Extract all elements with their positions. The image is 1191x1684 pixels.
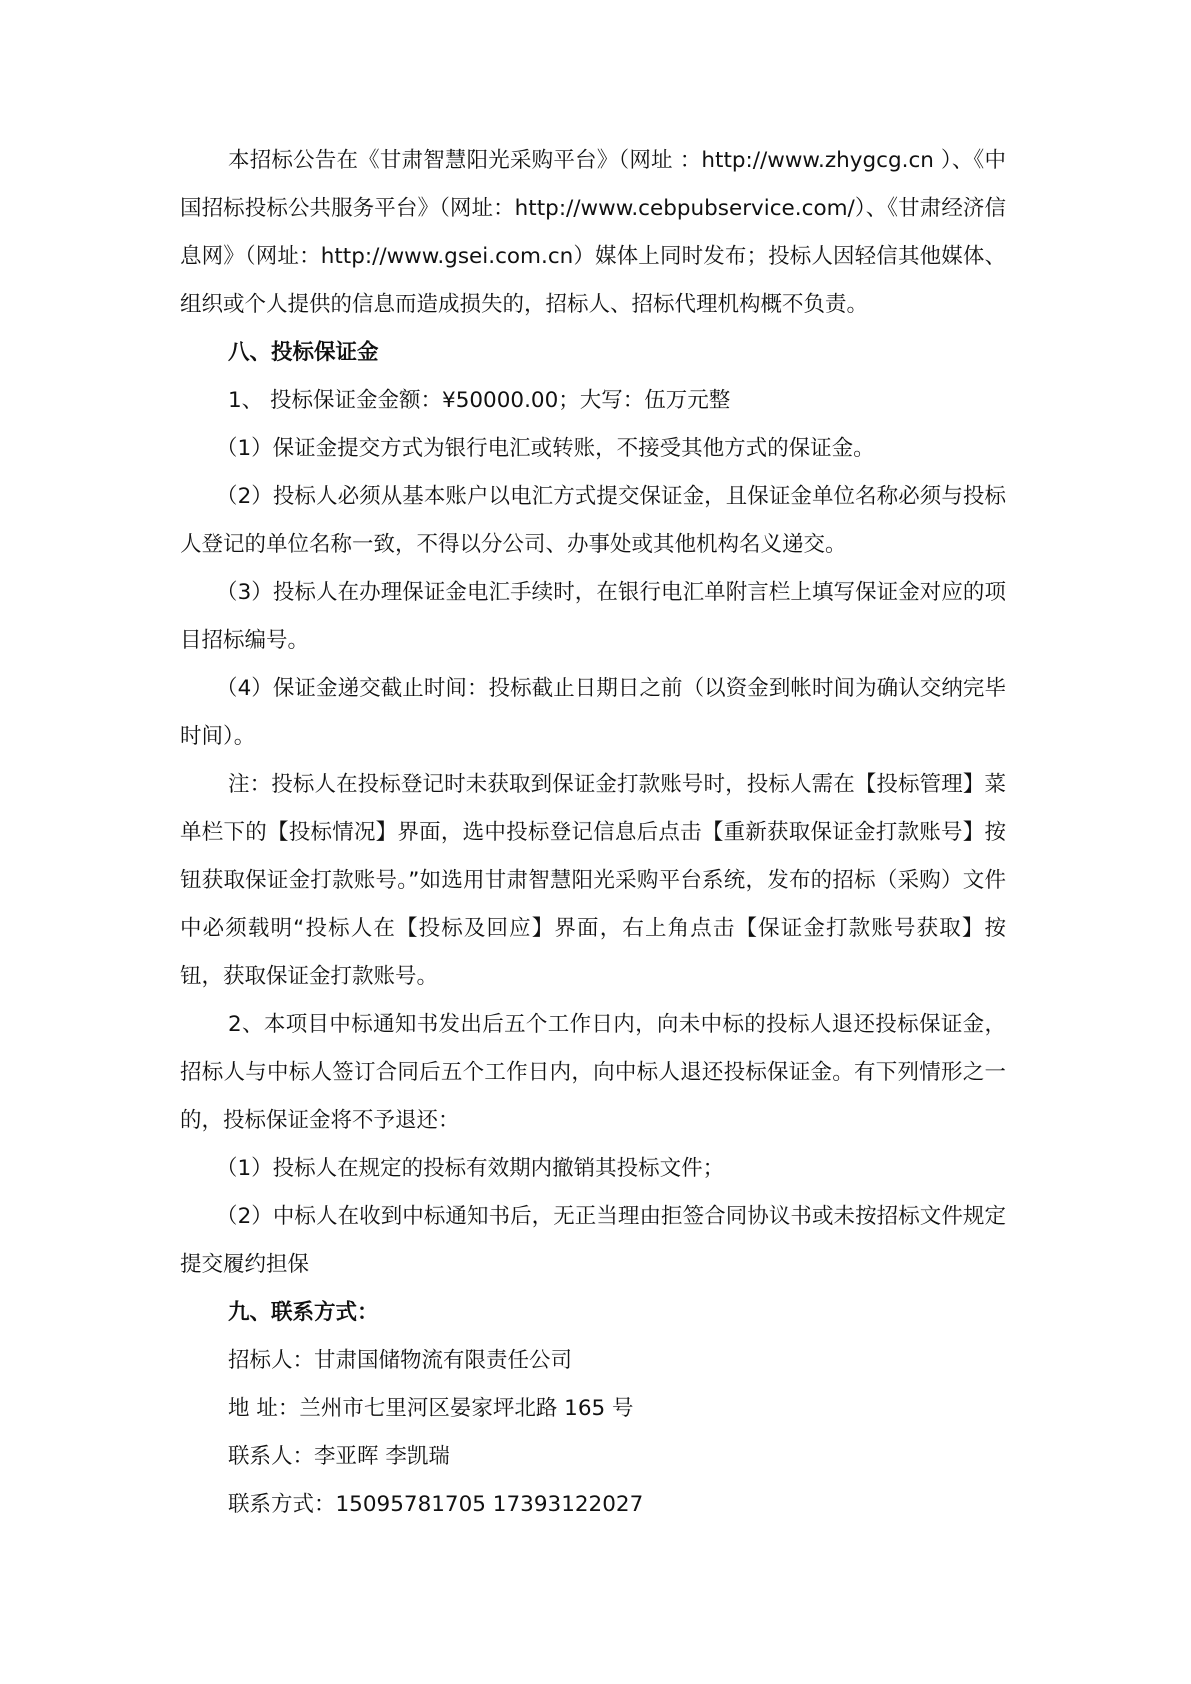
- deposit-sub-1: （1）保证金提交方式为银行电汇或转账，不接受其他方式的保证金。: [216, 436, 875, 461]
- deposit-sub-4: （4）保证金递交截止时间：投标截止日期日之前（以资金到帐时间为确认交纳完毕时间）。: [180, 676, 1006, 749]
- refund-sub-1: （1）投标人在规定的投标有效期内撤销其投标文件；: [216, 1156, 725, 1181]
- document-body: [180, 137, 1006, 1529]
- deposit-refund: 2、本项目中标通知书发出后五个工作日内，向未中标的投标人退还投标保证金，招标人与中标人签订合同后五个工作日内，向中标人退还投标保证金。有下列情形之一的，投标保证金将不予退还：: [180, 1012, 1006, 1133]
- deposit-amount: 1、 投标保证金金额：¥50000.00；大写：伍万元整: [228, 388, 731, 413]
- contact-phone: 联系方式：15095781705 17393122027: [228, 1492, 644, 1517]
- refund-sub-2: （2）中标人在收到中标通知书后，无正当理由拒签合同协议书或未按招标文件规定提交履约担保: [180, 1204, 1006, 1277]
- section-9-heading: 九、联系方式：: [228, 1300, 379, 1325]
- section-8-heading: 八、投标保证金: [228, 340, 379, 365]
- deposit-sub-2: （2）投标人必须从基本账户以电汇方式提交保证金，且保证金单位名称必须与投标人登记的单位名称一致，不得以分公司、办事处或其他机构名义递交。: [180, 484, 1006, 557]
- contact-tenderer: 招标人：甘肃国储物流有限责任公司: [228, 1348, 573, 1373]
- contact-address: 地 址：兰州市七里河区晏家坪北路 165 号: [228, 1396, 634, 1421]
- deposit-note: 注：投标人在投标登记时未获取到保证金打款账号时，投标人需在【投标管理】菜单栏下的【投标情况】界面，选中投标登记信息后点击【重新获取保证金打款账号】按钮获取保证金打款账号。”如选用甘肃智慧阳光采购平台系统，发布的招标（采购）文件中必须载明“投标人在【投标及回应】界面，右上角点击【保证金打款账号获取】按钮，获取保证金打款账号。: [180, 772, 1006, 989]
- notice-paragraph: 本招标公告在《甘肃智慧阳光采购平台》（网址 ：http://www.zhygcg.cn ）、《中国招标投标公共服务平台》（网址：http://www.cebpubservice.com/）、《甘肃经济信息网》（网址：http://www.gsei.com.cn）媒体上同时发布；投标人因轻信其他媒体、组织或个人提供的信息而造成损失的，招标人、招标代理机构概不负责。: [180, 148, 1006, 317]
- deposit-sub-3: （3）投标人在办理保证金电汇手续时，在银行电汇单附言栏上填写保证金对应的项目招标编号。: [180, 580, 1006, 653]
- contact-person: 联系人：李亚晖 李凯瑞: [228, 1444, 450, 1469]
